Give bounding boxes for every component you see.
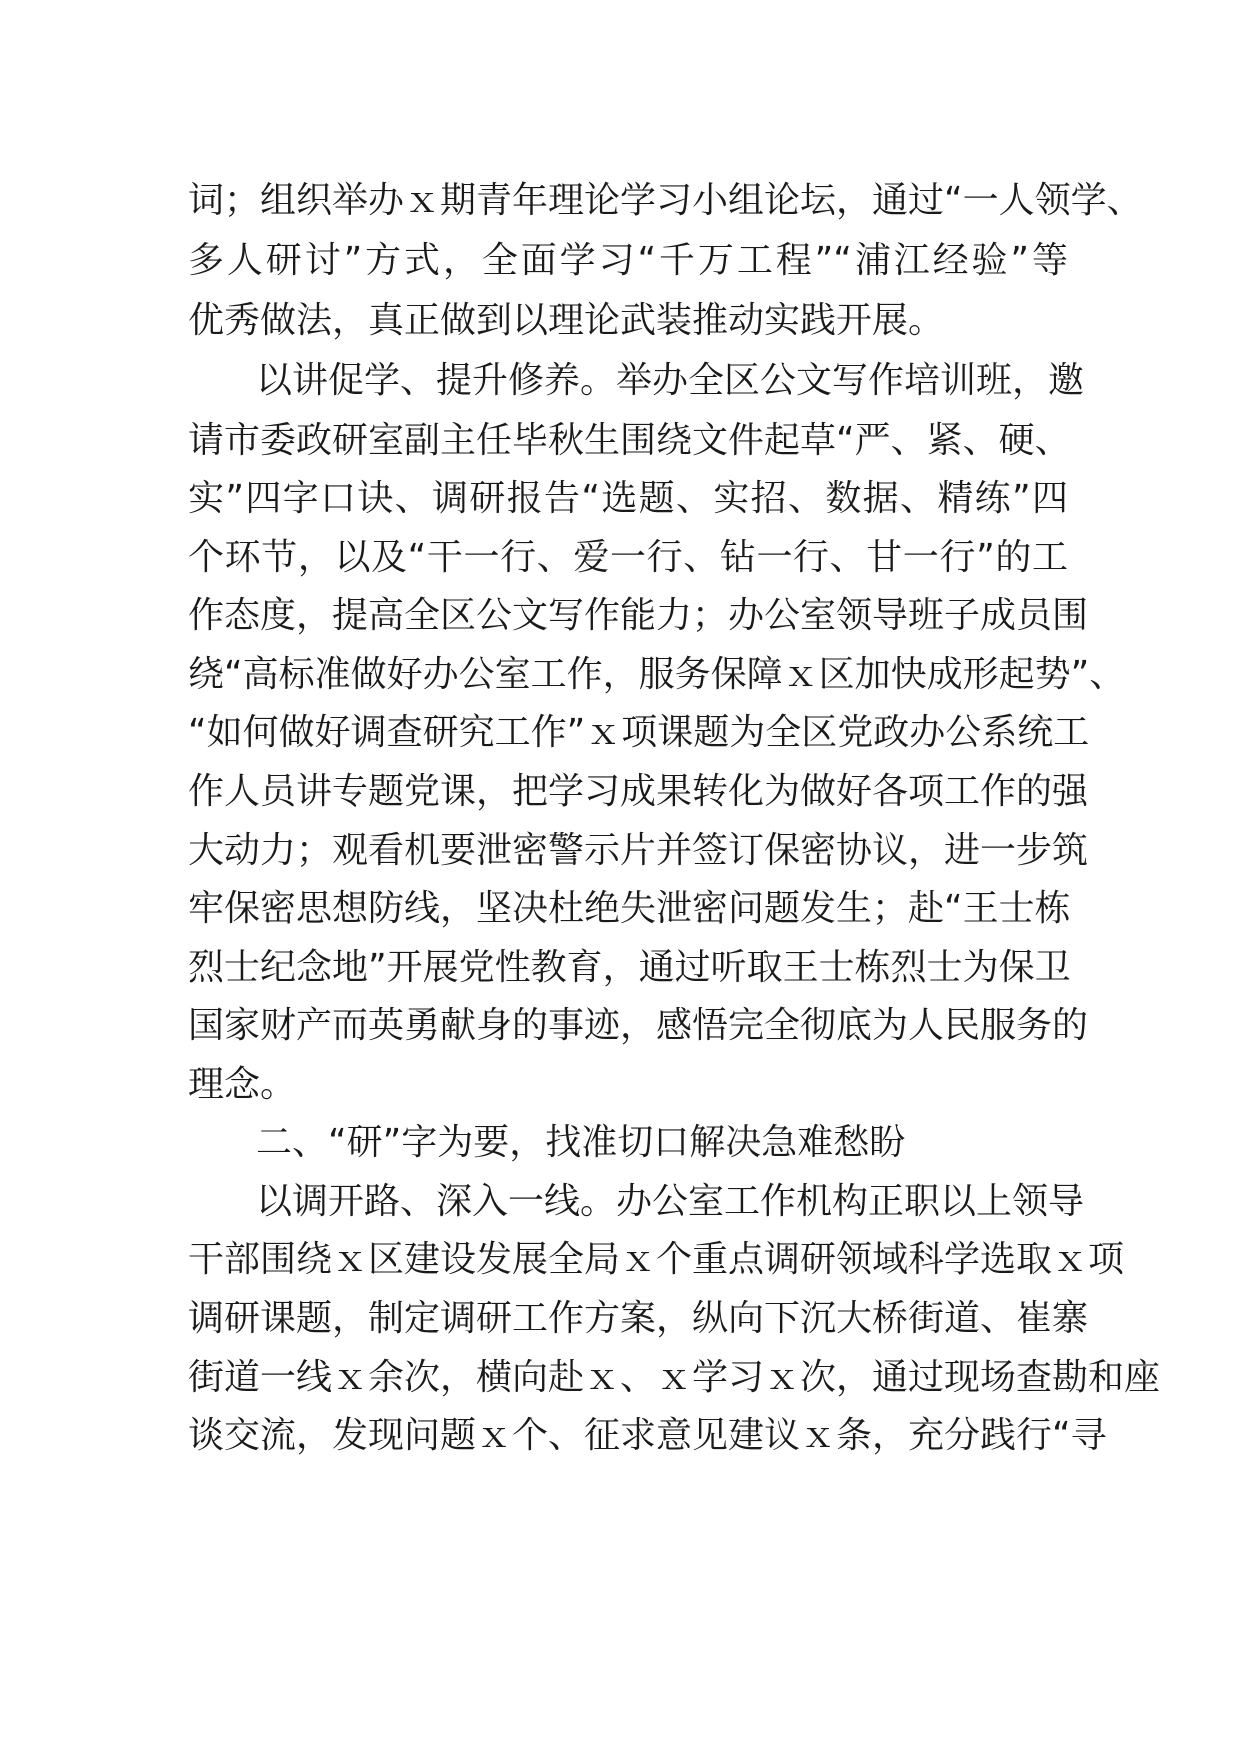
text-line: 牢保密思想防线，坚决杜绝失泄密问题发生；赴“王士栋 bbox=[188, 888, 1071, 929]
text-line: 大动力；观看机要泄密警示片并签订保密协议，进一步筑 bbox=[188, 830, 1089, 871]
text-line: 词；组织举办ｘ期青年理论学习小组论坛，通过“一人领学、 bbox=[188, 180, 1143, 221]
text-line: 实”四字口诀、调研报告“选题、实招、数据、精练”四 bbox=[188, 478, 1068, 519]
text-line: 请市委政研室副主任毕秋生围绕文件起草“严、紧、硬、 bbox=[188, 420, 1071, 461]
text-line: 街道一线ｘ余次，横向赴ｘ、ｘ学习ｘ次，通过现场查勘和座 bbox=[188, 1357, 1161, 1398]
text-line: 调研课题，制定调研工作方案，纵向下沉大桥街道、崔寨 bbox=[188, 1298, 1089, 1339]
text-line: 个环节，以及“干一行、爱一行、钻一行、甘一行”的工 bbox=[188, 537, 1068, 578]
text-line: 优秀做法，真正做到以理论武装推动实践开展。 bbox=[188, 300, 945, 341]
text-line: 多人研讨”方式，全面学习“千万工程”“浦江经验”等 bbox=[188, 240, 1068, 281]
section-heading: 二、“研”字为要，找准切口解决急难愁盼 bbox=[256, 1122, 906, 1163]
text-line: 国家财产而英勇献身的事迹，感悟完全彻底为人民服务的 bbox=[188, 1005, 1089, 1046]
text-line: 谈交流，发现问题ｘ个、征求意见建议ｘ条，充分践行“寻 bbox=[188, 1415, 1107, 1456]
text-line: 作态度，提高全区公文写作能力；办公室领导班子成员围 bbox=[188, 595, 1089, 636]
text-line: “如何做好调查研究工作”ｘ项课题为全区党政办公系统工 bbox=[188, 712, 1090, 753]
text-line: 烈士纪念地”开展党性教育，通过听取王士栋烈士为保卫 bbox=[188, 947, 1071, 988]
text-line: 作人员讲专题党课，把学习成果转化为做好各项工作的强 bbox=[188, 771, 1089, 812]
text-line: 理念。 bbox=[188, 1064, 297, 1105]
text-line: 绕“高标准做好办公室工作，服务保障ｘ区加快成形起势”、 bbox=[188, 654, 1126, 695]
text-line: 干部围绕ｘ区建设发展全局ｘ个重点调研领域科学选取ｘ项 bbox=[188, 1239, 1125, 1280]
paragraph-start: 以讲促学、提升修养。举办全区公文写作培训班，邀 bbox=[256, 360, 1085, 401]
paragraph-start: 以调开路、深入一线。办公室工作机构正职以上领导 bbox=[256, 1181, 1085, 1222]
